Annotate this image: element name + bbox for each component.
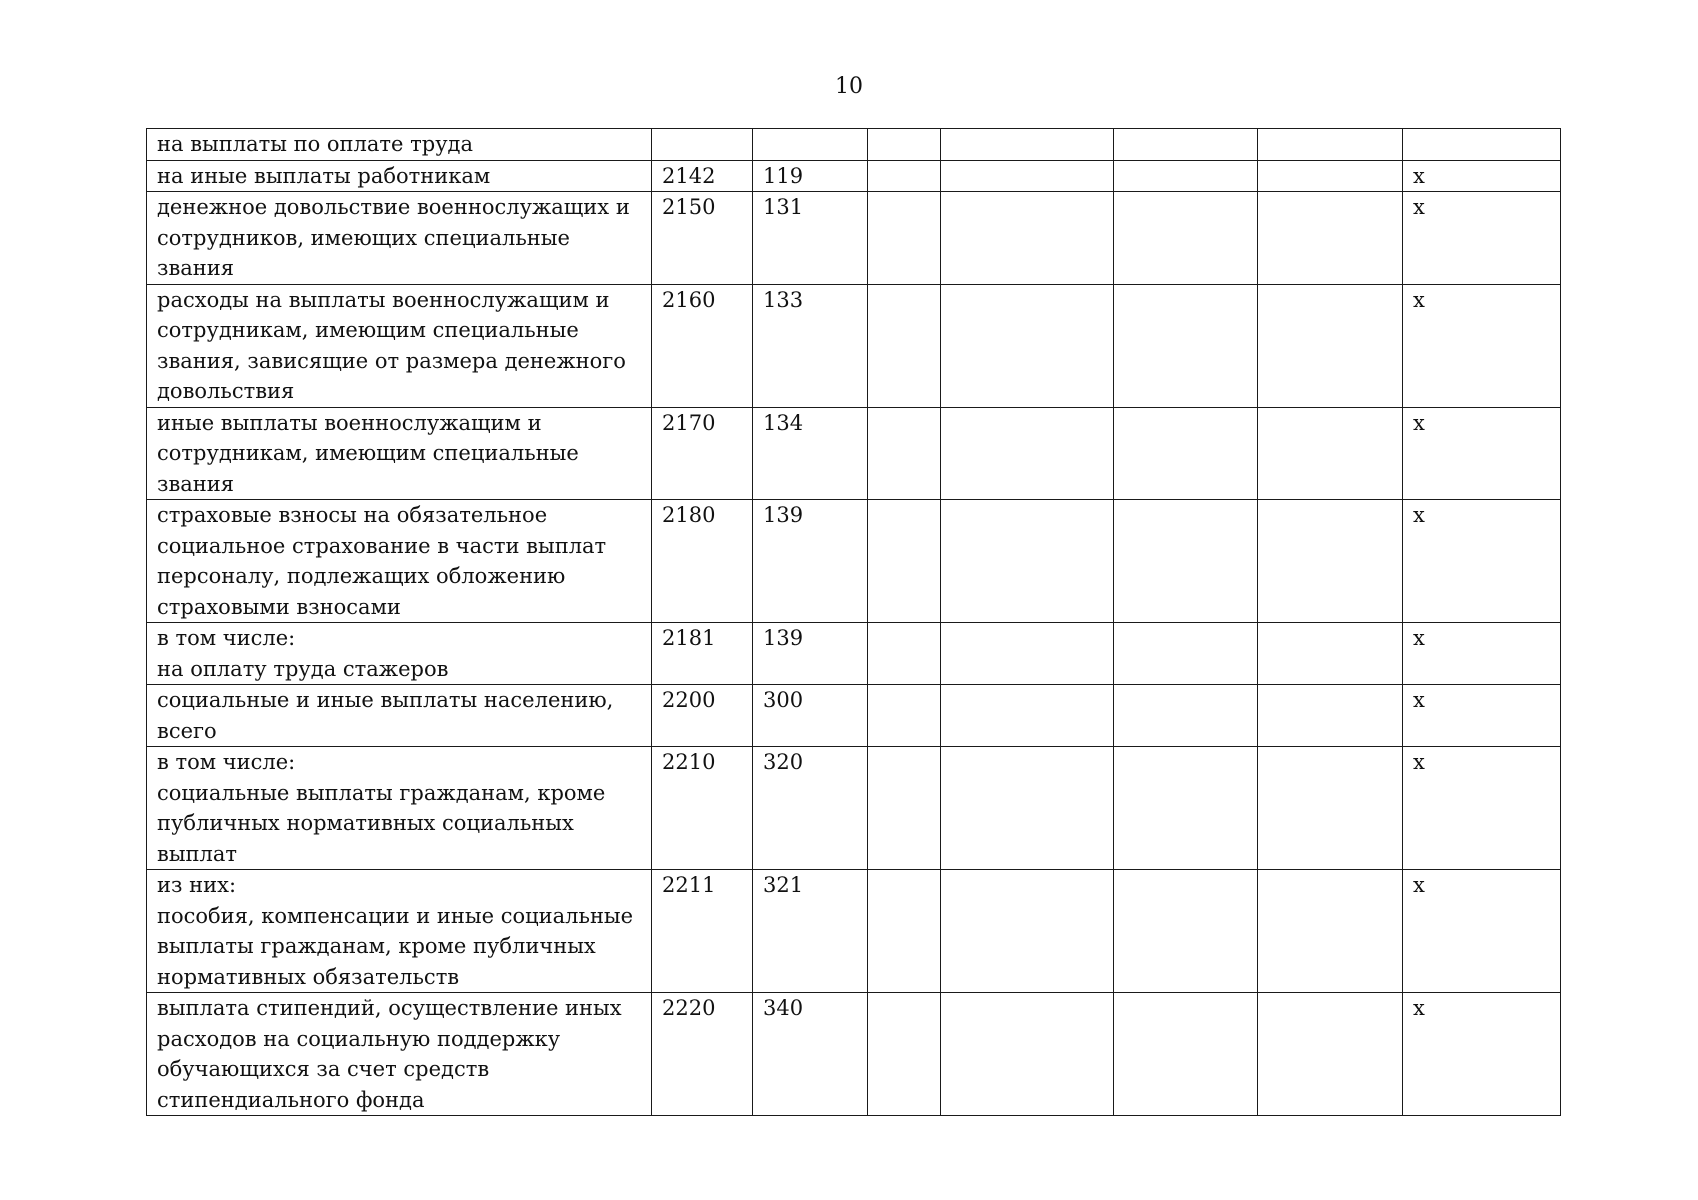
line-code-cell bbox=[652, 129, 753, 161]
row-name-cell: страховые взносы на обязательное социальное страхование в части выплат персоналу, подлежащих обложению страховыми взносами bbox=[147, 500, 652, 623]
amount-cell-7 bbox=[1258, 160, 1403, 192]
row-name-cell: из них: пособия, компенсации и иные социальные выплаты гражданам, кроме публичных нормативных обязательств bbox=[147, 870, 652, 993]
amount-cell-6 bbox=[1114, 993, 1258, 1116]
amount-cell-8: x bbox=[1403, 870, 1561, 993]
amount-cell-4 bbox=[868, 500, 941, 623]
kosgu-code-cell: 300 bbox=[753, 685, 868, 747]
amount-cell-8: x bbox=[1403, 993, 1561, 1116]
amount-cell-5 bbox=[941, 129, 1114, 161]
row-name-cell: выплата стипендий, осуществление иных расходов на социальную поддержку обучающихся за счет средств стипендиального фонда bbox=[147, 993, 652, 1116]
amount-cell-7 bbox=[1258, 747, 1403, 870]
amount-cell-7 bbox=[1258, 407, 1403, 500]
line-code-cell: 2200 bbox=[652, 685, 753, 747]
kosgu-code-cell: 320 bbox=[753, 747, 868, 870]
amount-cell-4 bbox=[868, 129, 941, 161]
amount-cell-6 bbox=[1114, 685, 1258, 747]
amount-cell-7 bbox=[1258, 192, 1403, 285]
line-code-cell: 2160 bbox=[652, 284, 753, 407]
amount-cell-4 bbox=[868, 284, 941, 407]
kosgu-code-cell: 139 bbox=[753, 623, 868, 685]
amount-cell-4 bbox=[868, 993, 941, 1116]
amount-cell-4 bbox=[868, 623, 941, 685]
amount-cell-7 bbox=[1258, 623, 1403, 685]
row-name-cell: в том числе: на оплату труда стажеров bbox=[147, 623, 652, 685]
amount-cell-7 bbox=[1258, 284, 1403, 407]
amount-cell-7 bbox=[1258, 870, 1403, 993]
table-row bbox=[147, 129, 1561, 161]
row-name-cell: на выплаты по оплате труда bbox=[147, 129, 652, 161]
amount-cell-4 bbox=[868, 747, 941, 870]
table-row bbox=[147, 870, 1561, 993]
amount-cell-8: x bbox=[1403, 685, 1561, 747]
line-code-cell: 2150 bbox=[652, 192, 753, 285]
amount-cell-7 bbox=[1258, 993, 1403, 1116]
amount-cell-6 bbox=[1114, 623, 1258, 685]
line-code-cell: 2220 bbox=[652, 993, 753, 1116]
amount-cell-4 bbox=[868, 160, 941, 192]
report-table bbox=[146, 128, 1561, 1116]
amount-cell-4 bbox=[868, 407, 941, 500]
line-code-cell: 2181 bbox=[652, 623, 753, 685]
amount-cell-5 bbox=[941, 284, 1114, 407]
line-code-cell: 2180 bbox=[652, 500, 753, 623]
row-name-cell: иные выплаты военнослужащим и сотрудникам, имеющим специальные звания bbox=[147, 407, 652, 500]
row-name-cell: денежное довольствие военнослужащих и сотрудников, имеющих специальные звания bbox=[147, 192, 652, 285]
row-name-cell: на иные выплаты работникам bbox=[147, 160, 652, 192]
table-row bbox=[147, 160, 1561, 192]
amount-cell-5 bbox=[941, 993, 1114, 1116]
kosgu-code-cell bbox=[753, 129, 868, 161]
amount-cell-5 bbox=[941, 870, 1114, 993]
amount-cell-6 bbox=[1114, 747, 1258, 870]
amount-cell-7 bbox=[1258, 129, 1403, 161]
amount-cell-8: x bbox=[1403, 407, 1561, 500]
kosgu-code-cell: 131 bbox=[753, 192, 868, 285]
amount-cell-7 bbox=[1258, 500, 1403, 623]
table-row bbox=[147, 685, 1561, 747]
amount-cell-8: x bbox=[1403, 623, 1561, 685]
amount-cell-5 bbox=[941, 192, 1114, 285]
kosgu-code-cell: 133 bbox=[753, 284, 868, 407]
table-row bbox=[147, 407, 1561, 500]
amount-cell-8: x bbox=[1403, 747, 1561, 870]
line-code-cell: 2170 bbox=[652, 407, 753, 500]
page-number: 10 bbox=[835, 74, 863, 99]
kosgu-code-cell: 321 bbox=[753, 870, 868, 993]
amount-cell-6 bbox=[1114, 160, 1258, 192]
amount-cell-6 bbox=[1114, 129, 1258, 161]
table-row bbox=[147, 623, 1561, 685]
amount-cell-5 bbox=[941, 623, 1114, 685]
amount-cell-4 bbox=[868, 192, 941, 285]
kosgu-code-cell: 134 bbox=[753, 407, 868, 500]
row-name-cell: в том числе: социальные выплаты гражданам, кроме публичных нормативных социальных выплат bbox=[147, 747, 652, 870]
amount-cell-6 bbox=[1114, 192, 1258, 285]
amount-cell-5 bbox=[941, 160, 1114, 192]
table-row bbox=[147, 747, 1561, 870]
line-code-cell: 2211 bbox=[652, 870, 753, 993]
amount-cell-5 bbox=[941, 500, 1114, 623]
table-body bbox=[147, 129, 1561, 1116]
amount-cell-4 bbox=[868, 685, 941, 747]
amount-cell-8 bbox=[1403, 129, 1561, 161]
table-row bbox=[147, 284, 1561, 407]
table-row bbox=[147, 993, 1561, 1116]
amount-cell-6 bbox=[1114, 870, 1258, 993]
amount-cell-7 bbox=[1258, 685, 1403, 747]
amount-cell-5 bbox=[941, 747, 1114, 870]
kosgu-code-cell: 340 bbox=[753, 993, 868, 1116]
amount-cell-8: x bbox=[1403, 160, 1561, 192]
amount-cell-6 bbox=[1114, 284, 1258, 407]
line-code-cell: 2210 bbox=[652, 747, 753, 870]
amount-cell-6 bbox=[1114, 500, 1258, 623]
line-code-cell: 2142 bbox=[652, 160, 753, 192]
amount-cell-5 bbox=[941, 685, 1114, 747]
table-row bbox=[147, 192, 1561, 285]
kosgu-code-cell: 119 bbox=[753, 160, 868, 192]
amount-cell-8: x bbox=[1403, 192, 1561, 285]
row-name-cell: расходы на выплаты военнослужащим и сотрудникам, имеющим специальные звания, зависящие от размера денежного довольствия bbox=[147, 284, 652, 407]
amount-cell-5 bbox=[941, 407, 1114, 500]
amount-cell-8: x bbox=[1403, 284, 1561, 407]
kosgu-code-cell: 139 bbox=[753, 500, 868, 623]
row-name-cell: социальные и иные выплаты населению, всего bbox=[147, 685, 652, 747]
amount-cell-6 bbox=[1114, 407, 1258, 500]
amount-cell-4 bbox=[868, 870, 941, 993]
table-row bbox=[147, 500, 1561, 623]
amount-cell-8: x bbox=[1403, 500, 1561, 623]
